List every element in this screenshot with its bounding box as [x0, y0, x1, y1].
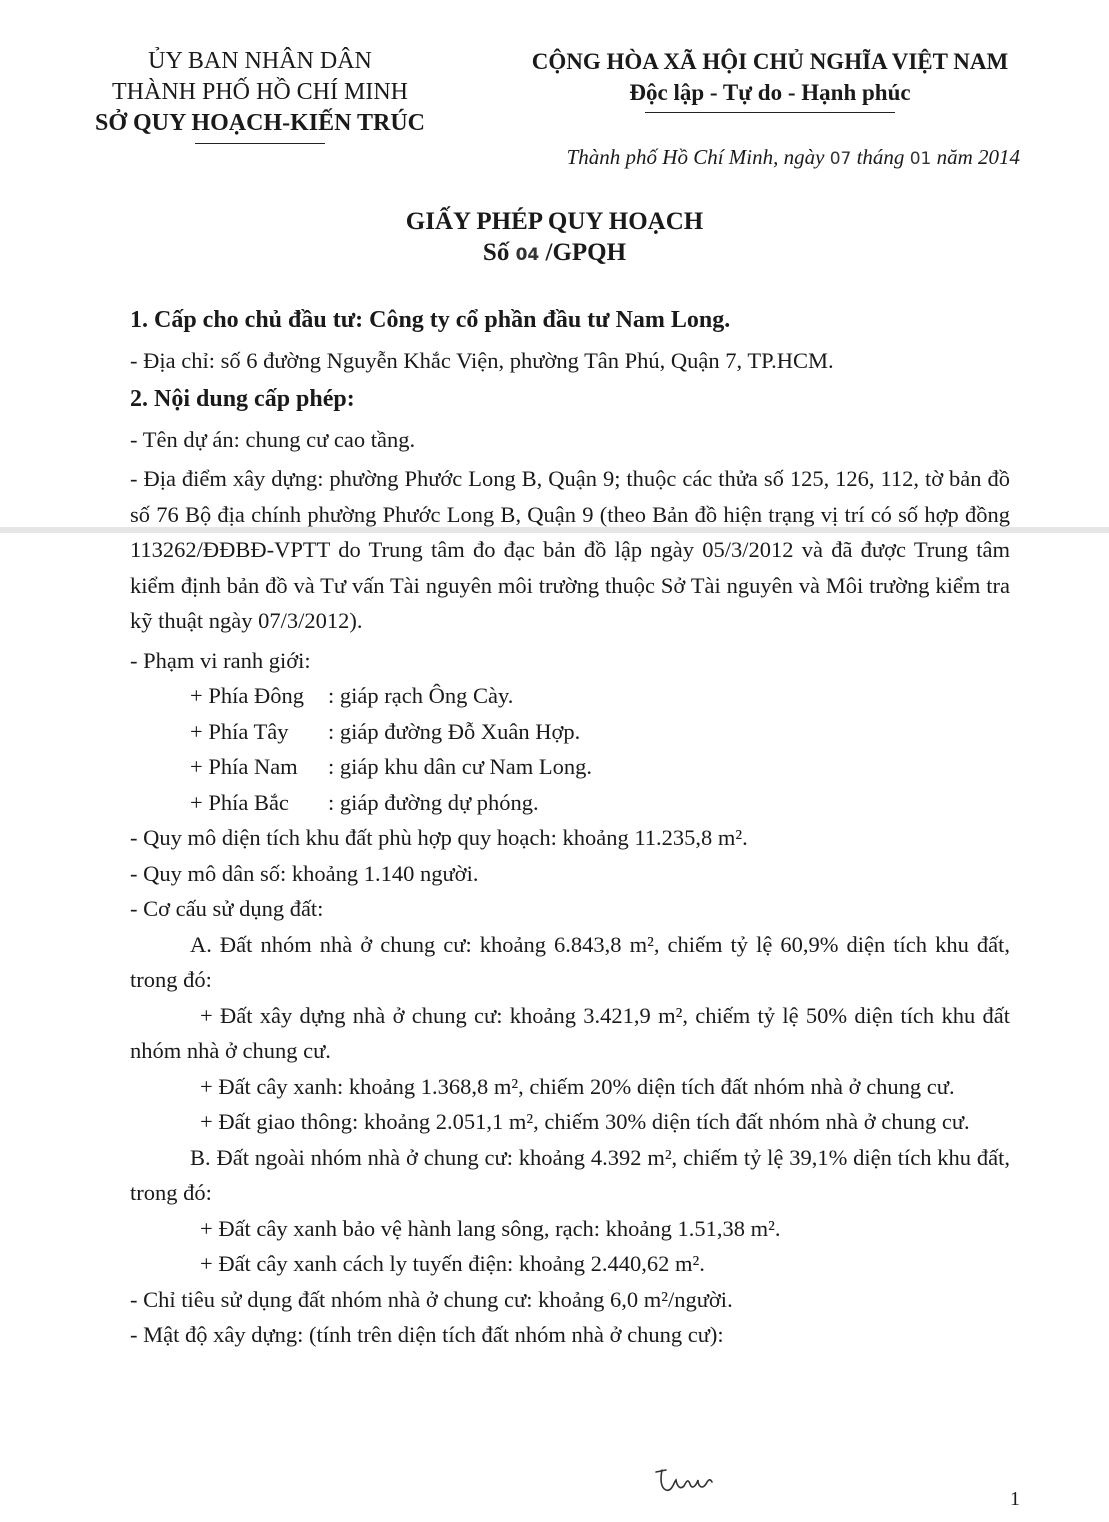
investor-address: - Địa chỉ: số 6 đường Nguyễn Khắc Viện, phường Tân Phú, Quận 7, TP.HCM.: [130, 347, 834, 373]
date-year: năm 2014: [931, 145, 1020, 169]
document-title: [0, 206, 1109, 271]
project-name: - Tên dự án: chung cư cao tầng.: [130, 426, 416, 452]
section-1-heading: 1. Cấp cho chủ đầu tư: Công ty cổ phần đầu tư Nam Long.: [130, 307, 731, 333]
boundary-label: + Phía Nam: [190, 754, 298, 779]
boundary-label: + Phía Bắc: [190, 789, 289, 815]
boundary-text: : giáp đường Đỗ Xuân Hợp.: [328, 718, 581, 744]
document-body: [130, 303, 1010, 1353]
issue-date: [500, 145, 1020, 170]
date-month-label: tháng: [851, 145, 910, 169]
site-area: - Quy mô diện tích khu đất phù hợp quy hoạch: khoảng 11.235,8 m².: [130, 825, 748, 850]
motto: Độc lập - Tự do - Hạnh phúc: [629, 80, 911, 105]
land-b-item: + Đất cây xanh bảo vệ hành lang sông, rạch: khoảng 1.51,38 m².: [200, 1215, 781, 1241]
boundary-north: [130, 785, 1010, 821]
land-a-item: + Đất xây dựng nhà ở chung cư: khoảng 3.421,9 m², chiếm tỷ lệ 50% diện tích khu đất nhóm nhà ở chung cư.: [130, 1002, 1010, 1063]
title-text: GIẤY PHÉP QUY HOẠCH: [405, 208, 704, 235]
boundary-heading: - Phạm vi ranh giới:: [130, 647, 311, 673]
initials-signature: [652, 1466, 732, 1496]
authority-line-3: SỞ QUY HOẠCH-KIẾN TRÚC: [94, 110, 426, 136]
issuing-authority: [70, 46, 450, 144]
permit-number-suffix: /GPQH: [539, 239, 627, 266]
boundary-text: : giáp đường dự phóng.: [328, 789, 539, 815]
land-use-indicator: - Chỉ tiêu sử dụng đất nhóm nhà ở chung cư: khoảng 6,0 m²/người.: [130, 1286, 733, 1312]
land-a-item: + Đất giao thông: khoảng 2.051,1 m², chiếm 30% diện tích đất nhóm nhà ở chung cư.: [200, 1109, 970, 1134]
authority-line-2: THÀNH PHỐ HỒ CHÍ MINH: [112, 79, 408, 105]
project-location: - Địa điểm xây dựng: phường Phước Long B, Quận 9; thuộc các thửa số 125, 126, 112, tờ bản đồ số 76 Bộ địa chính phường Phước Long B, Quận 9 (theo Bản đồ hiện trạng vị trí có số hợp đồng 113262/ĐĐBĐ-VPTT do Trung tâm đo đạc bản đồ lập ngày 05/3/2012 và đã được Trung tâm kiểm định bản đồ và Tư vấn Tài nguyên môi trường thuộc Sở Tài nguyên và Môi trường kiểm tra kỹ thuật ngày 07/3/2012).: [130, 466, 1010, 633]
land-group-b: B. Đất ngoài nhóm nhà ở chung cư: khoảng 4.392 m², chiếm tỷ lệ 39,1% diện tích khu đất, trong đó:: [130, 1144, 1010, 1205]
permit-number-value: 04: [515, 245, 540, 265]
country-name: CỘNG HÒA XÃ HỘI CHỦ NGHĨA VIỆT NAM: [531, 49, 1009, 74]
authority-line-1: ỦY BAN NHÂN DÂN: [148, 48, 372, 74]
land-a-item: + Đất cây xanh: khoảng 1.368,8 m², chiếm 20% diện tích đất nhóm nhà ở chung cư.: [200, 1073, 955, 1099]
date-day: 07: [829, 149, 852, 169]
permit-number: [0, 237, 1109, 271]
boundary-text: : giáp khu dân cư Nam Long.: [328, 754, 593, 779]
national-motto: [480, 46, 1060, 113]
land-use-heading: - Cơ cấu sử dụng đất:: [130, 896, 324, 921]
motto-underline: [645, 112, 895, 113]
building-density: - Mật độ xây dựng: (tính trên diện tích đất nhóm nhà ở chung cư):: [130, 1322, 724, 1347]
section-2-heading: 2. Nội dung cấp phép:: [130, 386, 355, 412]
date-month: 01: [909, 149, 932, 169]
population-scale: - Quy mô dân số: khoảng 1.140 người.: [130, 860, 479, 886]
page-number: 1: [1010, 1488, 1020, 1510]
boundary-label: + Phía Tây: [190, 718, 289, 744]
land-group-a: A. Đất nhóm nhà ở chung cư: khoảng 6.843,8 m², chiếm tỷ lệ 60,9% diện tích khu đất, trong đó:: [130, 931, 1010, 992]
boundary-west: [130, 714, 1010, 750]
boundary-east: [130, 678, 1010, 714]
boundary-south: [130, 749, 1010, 785]
boundary-label: + Phía Đông: [190, 683, 304, 708]
authority-underline: [195, 143, 325, 144]
date-prefix: Thành phố Hồ Chí Minh, ngày: [566, 145, 830, 169]
boundary-text: : giáp rạch Ông Cày.: [328, 683, 514, 708]
land-b-item: + Đất cây xanh cách ly tuyến điện: khoảng 2.440,62 m².: [200, 1251, 705, 1276]
permit-number-prefix: Số: [482, 239, 516, 266]
